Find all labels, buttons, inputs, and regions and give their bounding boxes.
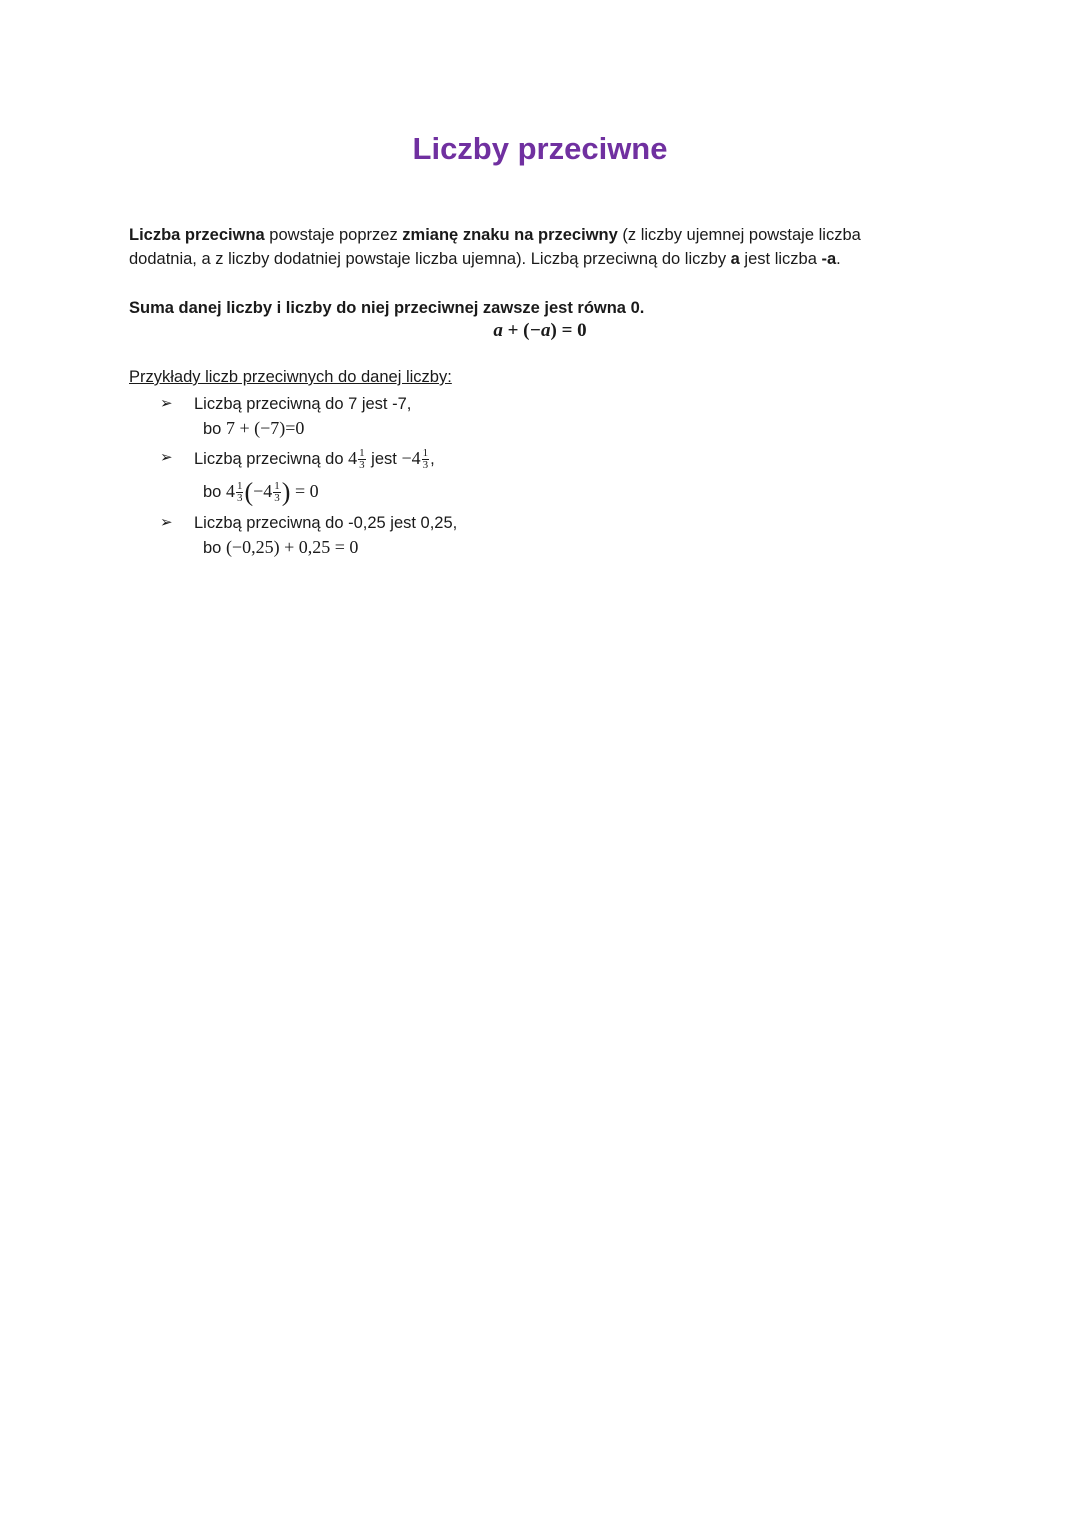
intro-var-a: a [730,250,740,268]
example-2-neg-fraction: $\frac{1}{3}$ [422,447,429,472]
examples-heading: Przykłady liczb przeciwnych do danej liczby: [129,368,452,386]
example-2-prefix: Liczbą przeciwną do [194,450,349,468]
example-2-bo: bo [203,483,226,501]
intro-term: Liczba przeciwna [129,226,265,244]
intro-bold-phrase: zmianę znaku na przeciwny [402,226,618,244]
rule-formula [0,320,1080,342]
example-2-eq: = 0 [290,481,319,501]
intro-text-1: powstaje poprzez [264,226,403,244]
example-3-bo: bo [203,539,226,557]
example-2-proof: bo 4 $\frac{1}{3}$ (−4 $\frac{1}{3}$ ) = 0 [203,477,319,507]
arrow-bullet-icon: ➢ [160,395,173,412]
example-item-2 [160,443,560,513]
example-1-bo: bo [203,420,226,438]
example-2-fraction: $\frac{1}{3}$ [359,447,365,472]
formula-plus: + ( [502,320,530,341]
example-3-math: (−0,25) + 0,25 = 0 [225,537,359,557]
formula-neg-a: −a [529,320,551,341]
example-2-statement [194,446,435,471]
arrow-bullet-icon: ➢ [160,514,173,531]
rule-text: Suma danej liczby i liczby do niej przeciwnej zawsze jest równa 0. [129,299,645,317]
example-2-neg-whole: −4 [401,448,421,468]
page-title: Liczby przeciwne [412,131,668,166]
intro-paragraph [129,223,929,271]
rule-statement [129,296,929,320]
example-2-suffix: , [430,450,435,468]
example-2-whole: 4 [348,448,358,468]
arrow-bullet-icon: ➢ [160,449,173,466]
formula-a: a [493,320,503,341]
example-item-3 [160,511,560,561]
intro-text-4: . [836,250,841,268]
example-1-statement: Liczbą przeciwną do 7 jest -7, [194,395,412,413]
example-1-math: 7 + (−7)=0 [225,418,305,438]
example-2-mid: jest [366,450,402,468]
example-3-statement: Liczbą przeciwną do -0,25 jest 0,25, [194,514,458,532]
example-item-1 [160,392,560,442]
intro-text-2: (z liczby ujemnej powstaje liczba dodatnia, a z liczby dodatniej powstaje liczba ujemna). Liczbą przeciwną do liczby [129,226,861,268]
example-3-proof [203,535,358,560]
intro-text-3: jest liczba [739,250,822,268]
intro-var-neg-a: -a [821,250,837,268]
formula-rest: ) = 0 [550,320,587,341]
example-1-proof [203,416,304,441]
